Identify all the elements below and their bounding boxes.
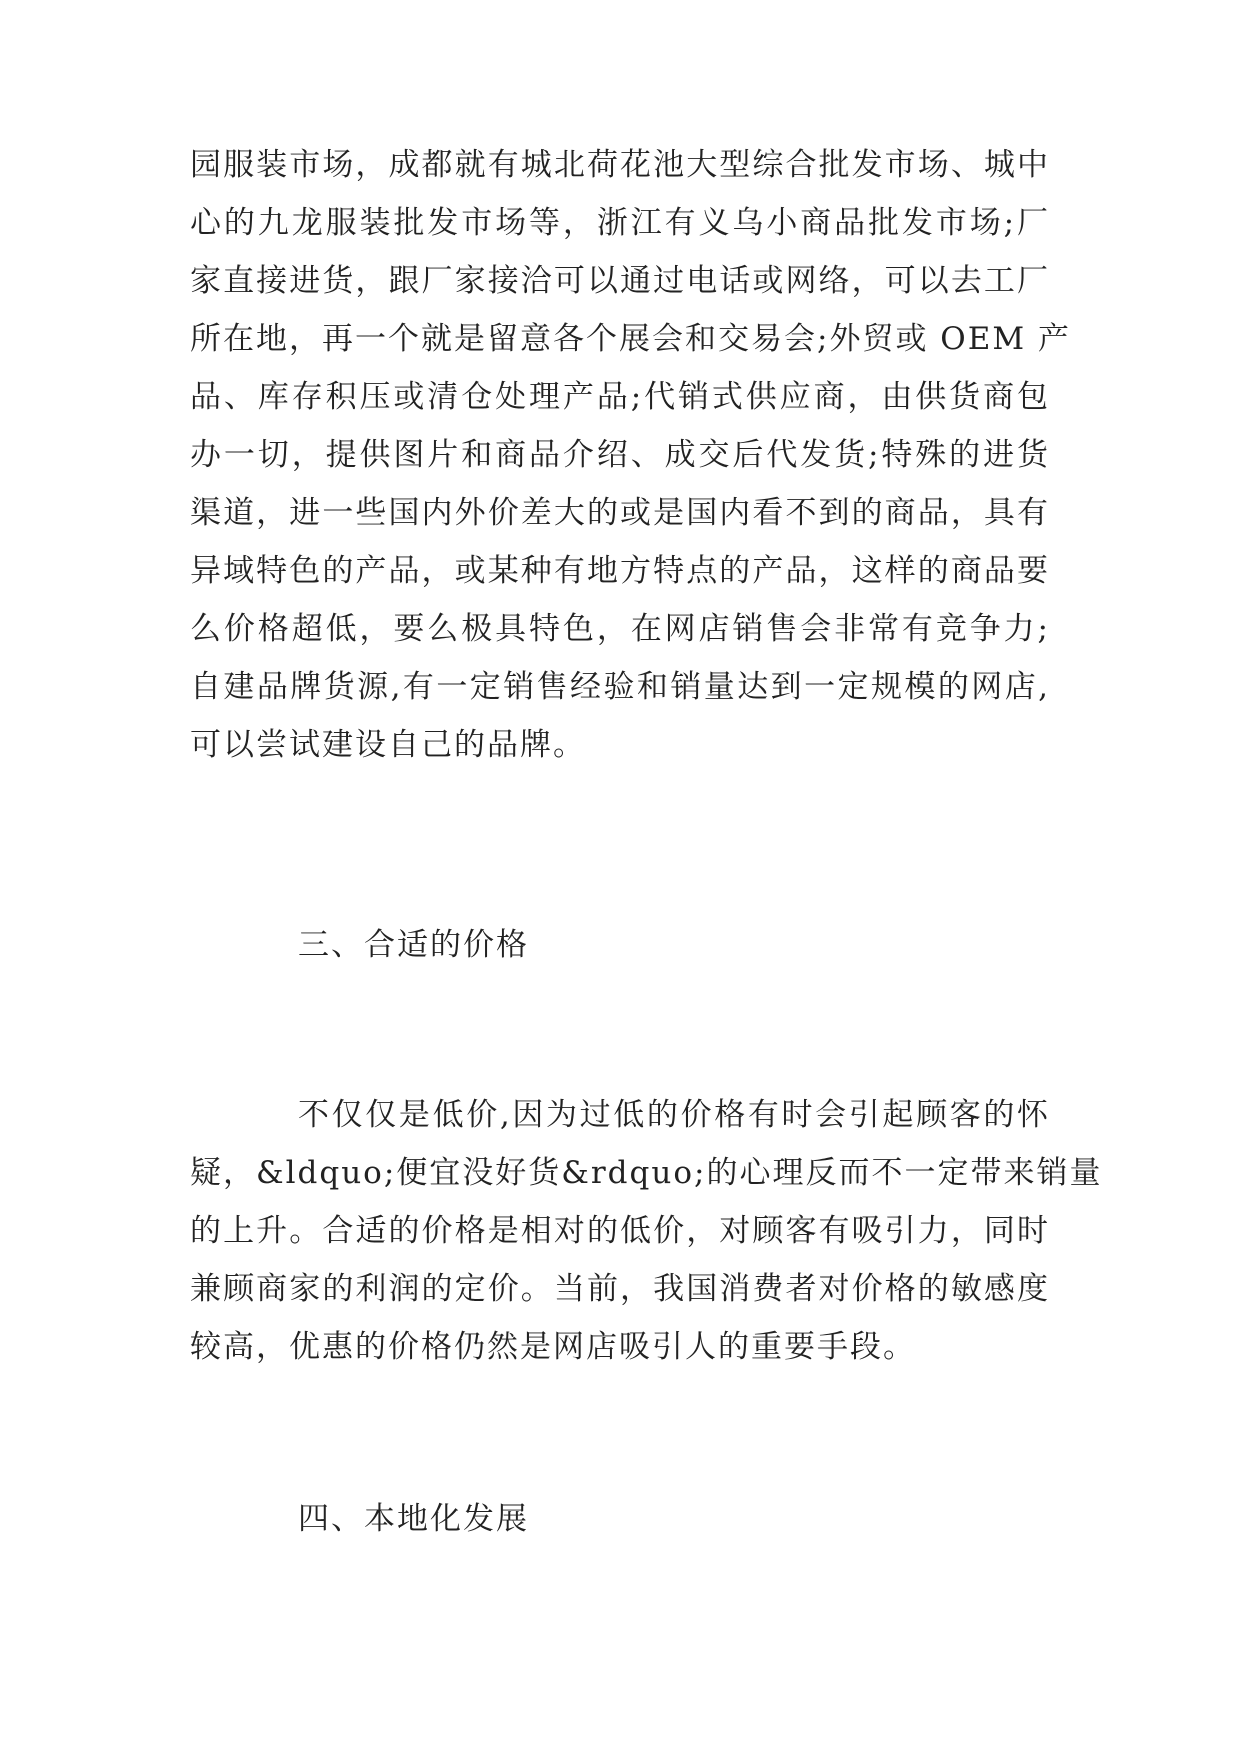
text-line: 园服装市场，成都就有城北荷花池大型综合批发市场、城中 [190,147,1050,183]
paragraph-price [190,1086,1103,1376]
text-line: 的上升。合适的价格是相对的低价，对顾客有吸引力，同时 [190,1213,1050,1249]
text-line: 疑，&ldquo;便宜没好货&rdquo;的心理反而不一定带来销量 [190,1155,1103,1191]
text-line: 自建品牌货源,有一定销售经验和销量达到一定规模的网店, [190,669,1050,705]
section-heading-localization: 四、本地化发展 [298,1501,529,1537]
text-line: 不仅仅是低价,因为过低的价格有时会引起顾客的怀 [298,1097,1050,1133]
text-line: 么价格超低，要么极具特色，在网店销售会非常有竞争力; [190,611,1050,647]
text-line: 可以尝试建设自己的品牌。 [190,727,586,763]
paragraph-sources [190,136,1071,774]
text-line: 家直接进货，跟厂家接洽可以通过电话或网络，可以去工厂 [190,263,1050,299]
text-line: 办一切，提供图片和商品介绍、成交后代发货;特殊的进货 [190,437,1050,473]
text-line: 品、库存积压或清仓处理产品;代销式供应商，由供货商包 [190,379,1050,415]
text-line: 心的九龙服装批发市场等，浙江有义乌小商品批发市场;厂 [190,205,1050,241]
text-line: 兼顾商家的利润的定价。当前，我国消费者对价格的敏感度 [190,1271,1050,1307]
text-line: 渠道，进一些国内外价差大的或是国内看不到的商品，具有 [190,495,1050,531]
text-line: 所在地，再一个就是留意各个展会和交易会;外贸或 OEM 产 [190,321,1071,357]
section-heading-price: 三、合适的价格 [298,927,529,963]
text-line: 异域特色的产品，或某种有地方特点的产品，这样的商品要 [190,553,1050,589]
text-line: 较高，优惠的价格仍然是网店吸引人的重要手段。 [190,1329,916,1365]
